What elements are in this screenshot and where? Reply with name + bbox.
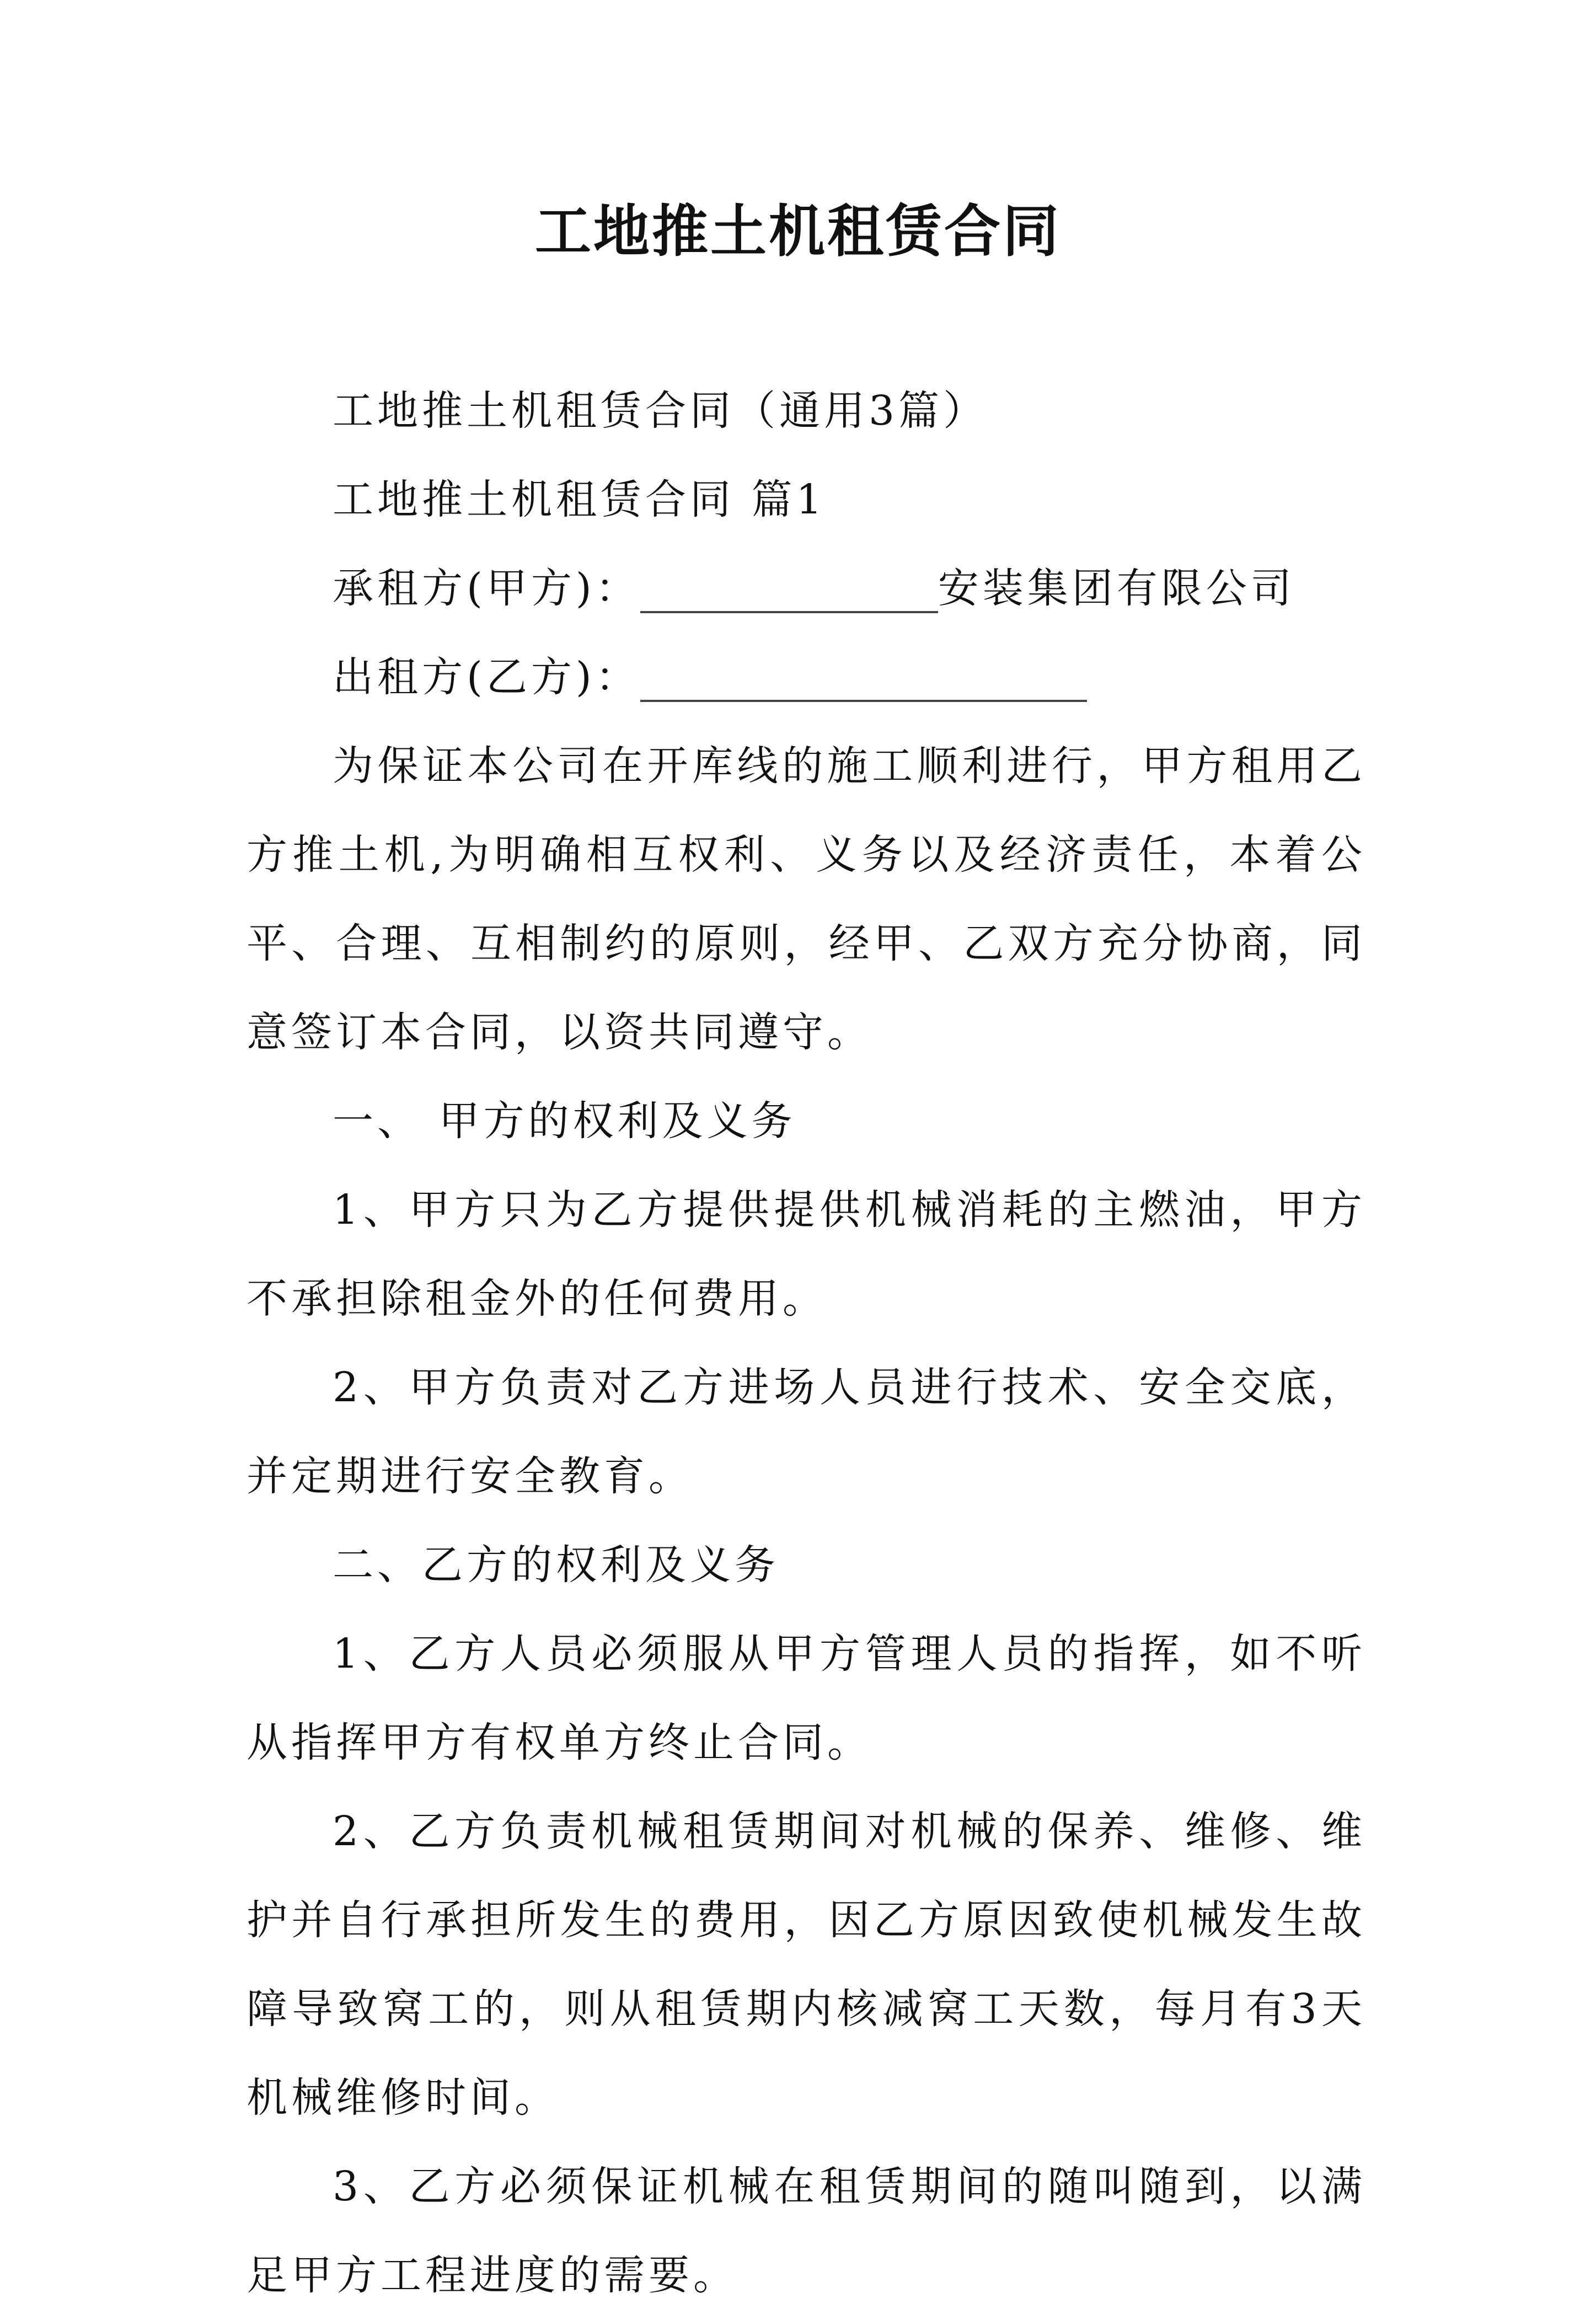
party-a-value: 安装集团有限公司 <box>938 565 1295 612</box>
party-a-blank <box>640 562 938 613</box>
party-a-label: 承租方(甲方)： <box>333 565 640 612</box>
section2-item2: 2、乙方负责机械租赁期间对机械的保养、维修、维护并自行承担所发生的费用，因乙方原因致使机械发生故障导致窝工的，则从租赁期内核减窝工天数，每月有3天机械维修时间。 <box>247 1808 1366 2121</box>
party-b-blank <box>640 651 1087 702</box>
section1-item2: 2、甲方负责对乙方进场人员进行技术、安全交底，并定期进行安全教育。 <box>247 1364 1366 1500</box>
party-b-label: 出租方(乙方)： <box>333 653 640 701</box>
section1-heading: 一、 甲方的权利及义务 <box>333 1097 796 1145</box>
section2-item1: 1、乙方人员必须服从甲方管理人员的指挥，如不听从指挥甲方有权单方终止合同。 <box>247 1630 1366 1766</box>
section2-item3: 3、乙方必须保证机械在租赁期间的随叫随到，以满足甲方工程进度的需要。 <box>247 2163 1366 2299</box>
party-b-line <box>247 633 1366 722</box>
preamble-paragraph: 为保证本公司在开库线的施工顺利进行，甲方租用乙方推土机,为明确相互权利、义务以及经济责任，本着公平、合理、互相制约的原则，经甲、乙双方充分协商，同意签订本合同，以资共同遵守。 <box>247 742 1366 1056</box>
subtitle: 工地推土机租赁合同（通用3篇） <box>333 387 988 435</box>
document-title: 工地推土机租赁合同 <box>535 199 1061 265</box>
party-a-line <box>247 544 1366 633</box>
section1-item1: 1、甲方只为乙方提供提供机械消耗的主燃油，甲方不承担除租金外的任何费用。 <box>247 1186 1366 1322</box>
document-body <box>247 367 1366 2320</box>
part-heading: 工地推土机租赁合同 篇1 <box>333 476 826 523</box>
section2-heading: 二、乙方的权利及义务 <box>333 1541 779 1589</box>
